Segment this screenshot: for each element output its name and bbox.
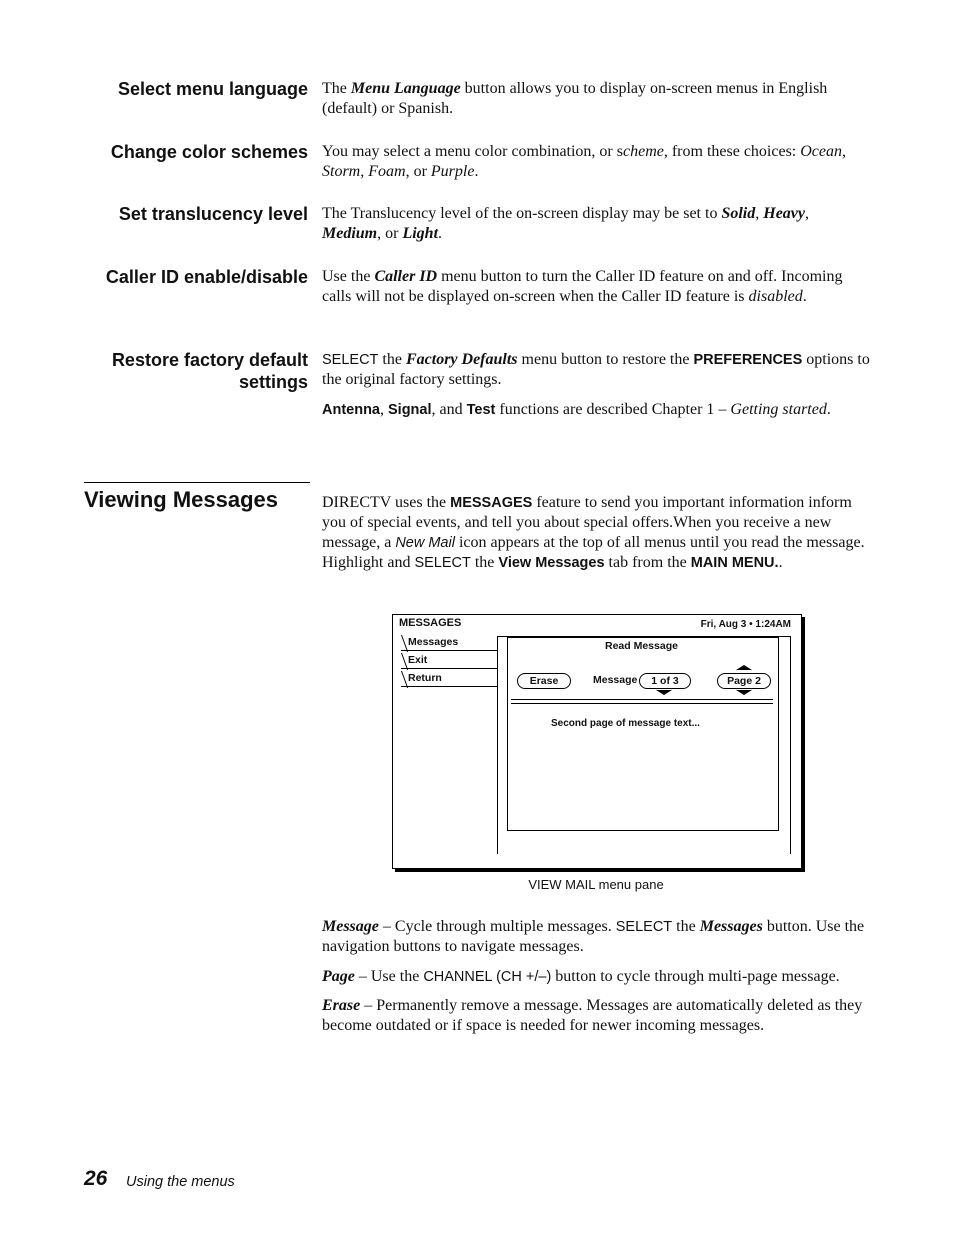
screen-header-title: MESSAGES bbox=[399, 617, 462, 629]
page-down-arrow-icon[interactable] bbox=[736, 690, 752, 695]
message-label: Message bbox=[593, 674, 638, 686]
screen-datetime: Fri, Aug 3 • 1:24AM bbox=[700, 619, 791, 630]
figure-caption: VIEW MAIL menu pane bbox=[528, 877, 664, 892]
paragraph-factory-defaults: SELECT the Factory Defaults menu button to restore the PREFERENCES options to the original factory settings. bbox=[322, 351, 870, 388]
running-title: Using the menus bbox=[126, 1174, 235, 1190]
paragraph-antenna-signal-test: Antenna, Signal, and Test functions are described Chapter 1 – Getting started. bbox=[322, 401, 831, 418]
tab-return[interactable]: Return bbox=[401, 671, 497, 687]
page-number: 26 bbox=[84, 1167, 108, 1190]
paragraph-color-schemes: You may select a menu color combination, or scheme, from these choices: Ocean, Storm, Foam, or Purple. bbox=[322, 143, 847, 180]
heading-caller-id: Caller ID enable/disable bbox=[105, 267, 308, 287]
page-button[interactable]: Page 2 bbox=[717, 673, 771, 689]
message-counter-button[interactable]: 1 of 3 bbox=[639, 673, 691, 689]
description-page: Page – Use the CHANNEL (CH +/–) button to cycle through multi-page message. bbox=[322, 968, 840, 985]
section-rule bbox=[84, 482, 310, 483]
heading-restore-factory-default: Restore factory default settings bbox=[111, 350, 308, 392]
heading-select-menu-language: Select menu language bbox=[117, 79, 308, 99]
panel-divider bbox=[511, 699, 773, 704]
paragraph-caller-id: Use the Caller ID menu button to turn the Caller ID feature on and off. Incoming calls will not be displayed on-screen when the Caller ID feature is disabled. bbox=[322, 268, 843, 305]
tab-exit[interactable]: Exit bbox=[401, 653, 497, 669]
message-body-text: Second page of message text... bbox=[551, 718, 700, 729]
heading-set-translucency-level: Set translucency level bbox=[118, 204, 308, 224]
read-message-title: Read Message bbox=[605, 640, 678, 652]
erase-button[interactable]: Erase bbox=[517, 673, 571, 689]
paragraph-menu-language: The Menu Language button allows you to display on-screen menus in English (default) or Spanish. bbox=[322, 80, 828, 117]
description-erase: Erase – Permanently remove a message. Messages are automatically deleted as they become outdated or if space is needed for newer incoming messages. bbox=[322, 997, 863, 1034]
section-title-viewing-messages: Viewing Messages bbox=[84, 487, 279, 512]
paragraph-viewing-messages: DIRECTV uses the MESSAGES feature to send you important information inform you of special events, and tell you about special offers.When you receive a new message, a New Mail icon appears at the top of all menus until you read the message. Highlight and SELECT the View Messages tab from the MAIN MENU.. bbox=[322, 494, 865, 571]
page-up-arrow-icon[interactable] bbox=[736, 665, 752, 670]
message-down-arrow-icon[interactable] bbox=[656, 690, 672, 695]
description-message: Message – Cycle through multiple messages. SELECT the Messages button. Use the navigation buttons to navigate messages. bbox=[322, 918, 865, 955]
paragraph-translucency: The Translucency level of the on-screen display may be set to Solid, Heavy, Medium, or Light. bbox=[322, 205, 809, 242]
tab-messages[interactable]: Messages bbox=[401, 635, 497, 651]
view-mail-screen bbox=[392, 614, 802, 869]
heading-change-color-schemes: Change color schemes bbox=[110, 142, 308, 162]
